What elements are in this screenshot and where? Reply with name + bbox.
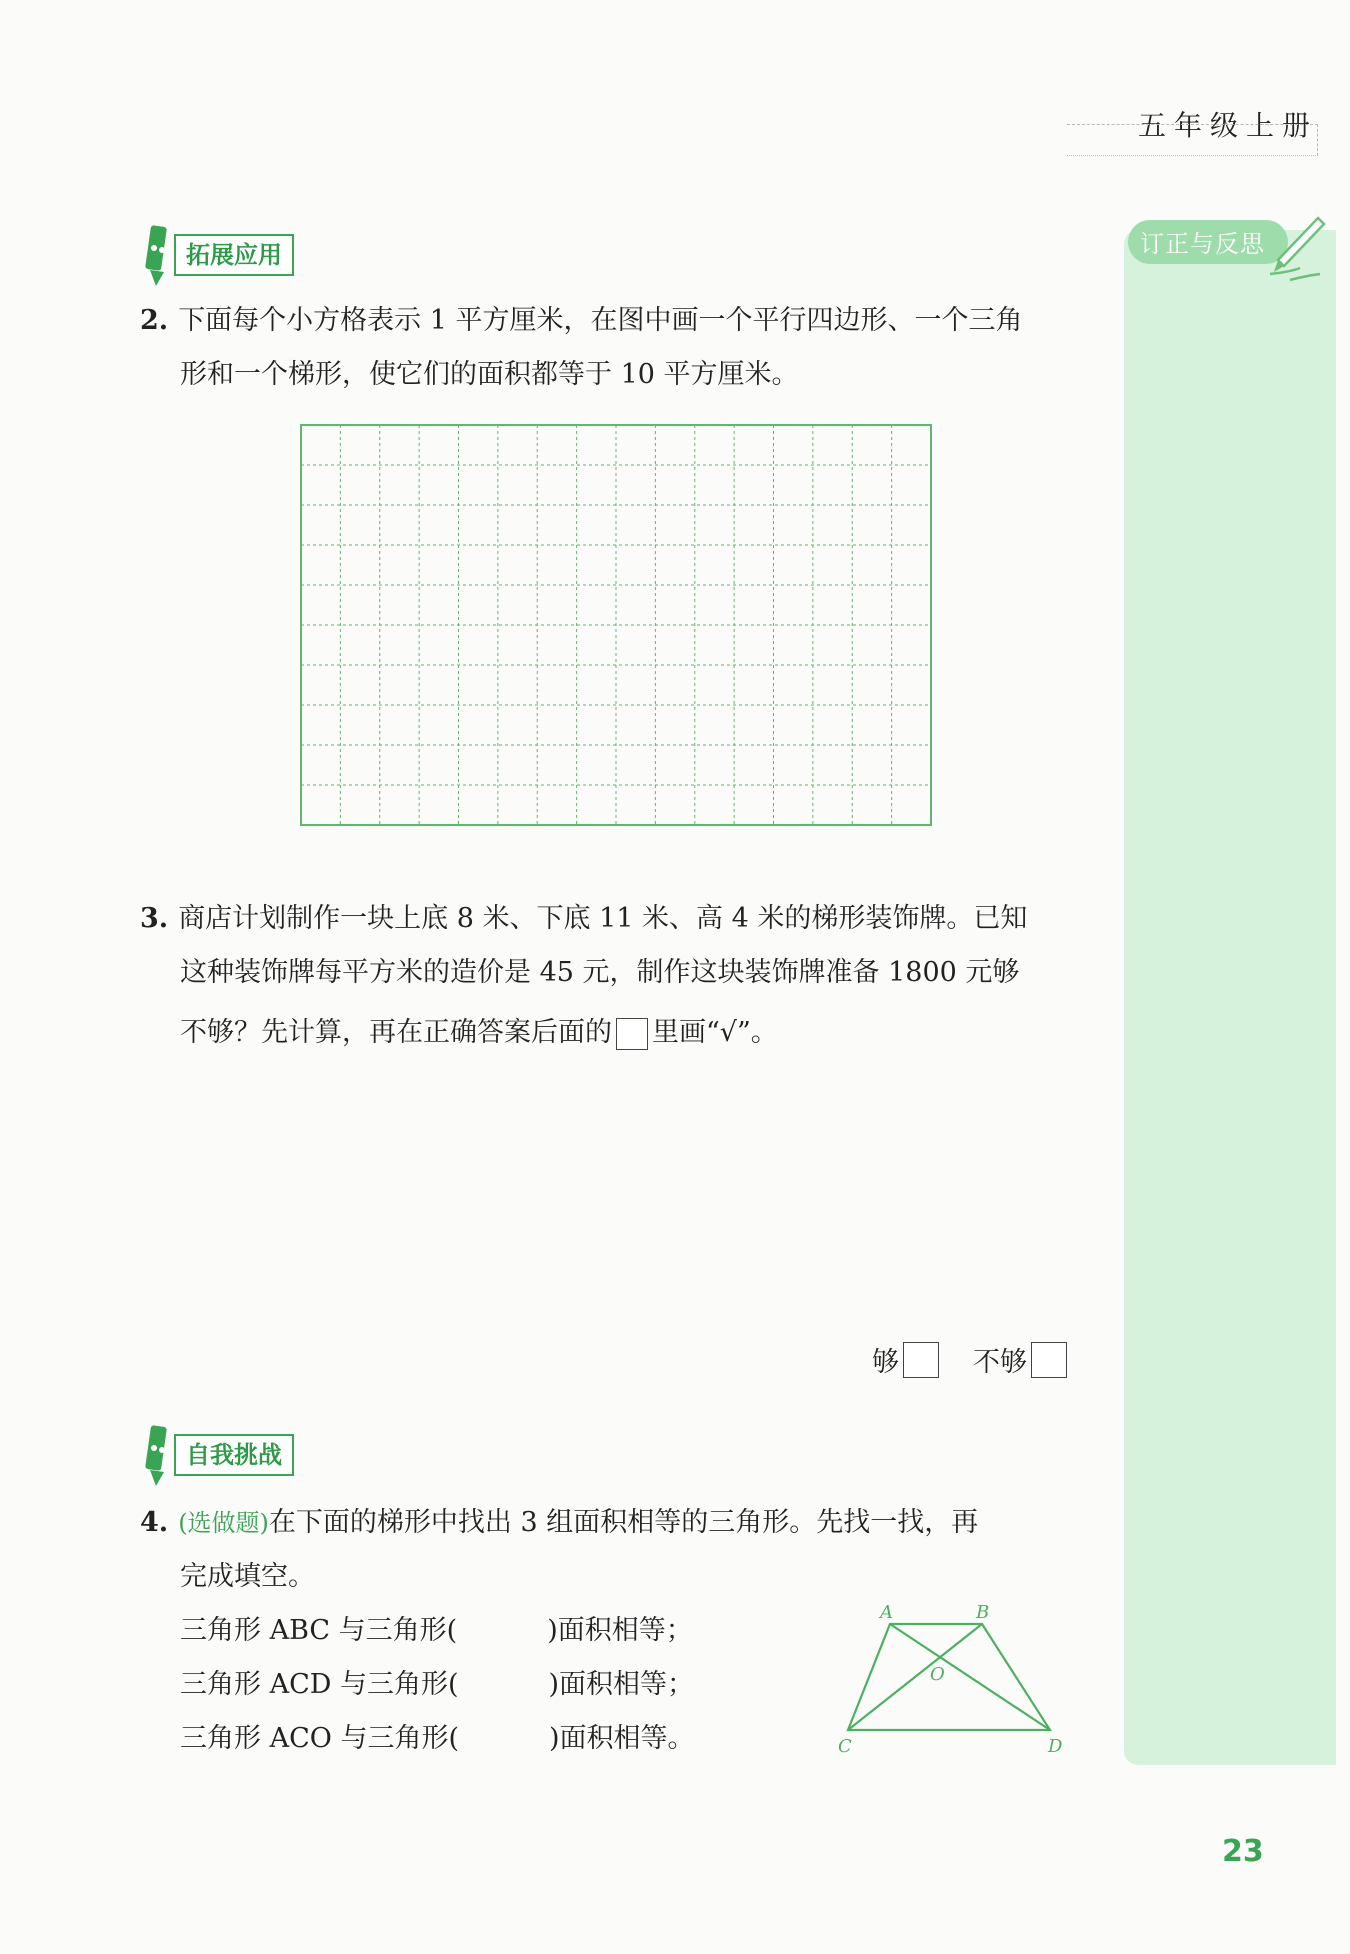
section-badge-expand (142, 220, 294, 290)
section-badge-challenge (142, 1420, 294, 1490)
question-2 (140, 294, 1080, 402)
page-number: 23 (1222, 1834, 1264, 1869)
answer-not-enough-label: 不够 (973, 1347, 1027, 1378)
vertex-label-b: B (976, 1602, 990, 1623)
optional-tag: (选做题) (178, 1509, 269, 1537)
question-text: 这种装饰牌每平方米的造价是 45 元，制作这块装饰牌准备 1800 元够 (180, 957, 1020, 988)
fill-suffix: )面积相等； (547, 1615, 693, 1646)
answer-options (872, 1340, 1071, 1379)
section-title: 拓展应用 (174, 234, 294, 276)
answer-enough-label: 够 (872, 1347, 899, 1378)
question-text: 不够？先计算，再在正确答案后面的 (180, 1017, 612, 1048)
fill-suffix: )面积相等； (548, 1669, 695, 1700)
question-3 (140, 892, 1080, 1060)
vertex-label-a: A (880, 1602, 893, 1623)
pencil-icon (142, 220, 174, 290)
vertex-label-c: C (838, 1736, 852, 1756)
header-dotted-frame (1067, 124, 1318, 156)
pencil-icon (142, 1420, 174, 1490)
question-text: 下面每个小方格表示 1 平方厘米，在图中画一个平行四边形、一个三角 (178, 305, 1023, 336)
question-text: 里画“√”。 (652, 1017, 778, 1048)
question-number: 2. (140, 305, 169, 336)
answer-enough-checkbox[interactable] (903, 1342, 939, 1378)
fill-prefix: 三角形 ABC 与三角形( (180, 1615, 458, 1646)
question-text: 商店计划制作一块上底 8 米、下底 11 米、高 4 米的梯形装饰牌。已知 (178, 903, 1028, 934)
drawing-grid[interactable] (300, 424, 932, 826)
trapezoid-figure (830, 1596, 1080, 1756)
notes-margin-title: 订正与反思 (1140, 230, 1265, 258)
question-text: 形和一个梯形，使它们的面积都等于 10 平方厘米。 (180, 359, 799, 390)
example-box (616, 1018, 648, 1050)
fill-suffix: )面积相等。 (549, 1723, 695, 1754)
answer-not-enough-checkbox[interactable] (1031, 1342, 1067, 1378)
notes-margin-panel (1124, 230, 1336, 1765)
intersection-label-o: O (930, 1664, 945, 1685)
question-number: 3. (140, 903, 169, 934)
fill-prefix: 三角形 ACO 与三角形( (180, 1723, 459, 1754)
pen-icon (1260, 210, 1330, 286)
book-grade-label: 五年级上册 (1137, 109, 1318, 142)
section-title: 自我挑战 (174, 1434, 294, 1476)
trapezoid-outline (848, 1624, 1050, 1730)
question-number: 4. (140, 1507, 169, 1538)
fill-prefix: 三角形 ACD 与三角形( (180, 1669, 459, 1700)
vertex-label-d: D (1048, 1736, 1063, 1756)
question-text: 在下面的梯形中找出 3 组面积相等的三角形。先找一找，再 (268, 1507, 979, 1538)
question-text: 完成填空。 (180, 1561, 315, 1592)
